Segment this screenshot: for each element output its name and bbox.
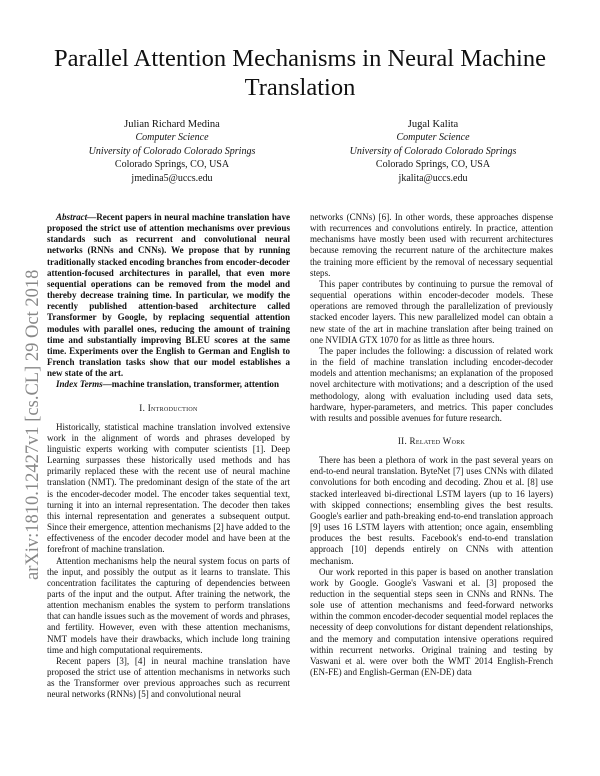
abstract-lead: Abstract — [56, 212, 88, 222]
author-email: jmedina5@uccs.edu — [131, 172, 213, 184]
author-university: University of Colorado Colorado Springs — [349, 145, 517, 157]
author-email: jkalita@uccs.edu — [398, 172, 468, 184]
author-block-2 — [303, 118, 563, 185]
section-heading-related-work: II. Related Work — [397, 435, 466, 446]
paragraph: The paper includes the following: a discussion of related work in the field of machine translation including encoder-decoder models and attention mechanisms; an explanation of the proposed novel architecture with motivations; and a description of the used methodology, along with evaluation including used data sets, hardware, hyper-parameters, and metrics. This paper concludes with results and possible avenues for future research. — [310, 345, 553, 423]
paragraph: Recent papers [3], [4] in neural machine translation have proposed the strict use of attention mechanisms in networks such as the Transformer over previous approaches such as recurrent neural networks (RNNs) [5] and convolutional neural — [47, 655, 290, 700]
author-block-1 — [42, 118, 302, 185]
author-university: University of Colorado Colorado Springs — [88, 145, 256, 157]
paragraph: networks (CNNs) [6]. In other words, these approaches dispense with recurrences and convolutions entirely. In practice, attention mechanisms have mostly been used with recurrent architectures because removing the recurrent nature of the architecture makes the training more efficient by the removal of necessary sequential steps. — [310, 212, 553, 278]
author-department: Computer Science — [396, 132, 470, 144]
index-terms-lead: Index Terms — [56, 379, 103, 390]
right-column — [310, 212, 553, 678]
author-location: Colorado Springs, CO, USA — [114, 159, 230, 171]
left-column — [47, 212, 290, 701]
arxiv-sidebar — [9, 230, 43, 580]
author-location: Colorado Springs, CO, USA — [375, 159, 491, 171]
arxiv-stamp: arXiv:1810.12427v1 [cs.CL] 29 Oct 2018 — [23, 269, 43, 580]
paragraph: Attention mechanisms help the neural system focus on parts of the input, and possibly the output as it learns to translate. This concentration facilitates the capturing of dependencies between parts of the input and the output. After training the network, the attention mechanism enables the system to perform translations that can handle issues such as the movement of words and phrases, and fertility. However, even with these attention mechanisms, NMT models have their drawbacks, which include long training time and high computational requirements. — [47, 555, 290, 655]
author-name: Jugal Kalita — [407, 119, 459, 130]
index-terms — [47, 379, 290, 390]
paragraph: There has been a plethora of work in the past several years on end-to-end neural translation. ByteNet [7] uses CNNs with dilated convolutions for both encoding and decoding. Zhou et al. [8] use stacked interleaved bi-directional LSTM layers (up to 16 layers) with skipped connections; ensembling gives the best results. Google's earlier and path-breaking end-to-end translation approach [9] uses 16 LSTM layers with attention; once again, ensembling produces the best results. Facebook's end-to-end translation approach [10] depends entirely on CNNs with attention mechanism. — [310, 455, 553, 566]
author-name: Julian Richard Medina — [124, 119, 220, 130]
abstract-text: —Recent papers in neural machine translation have proposed the strict use of attention mechanisms over previous standards such as recurrent and convolutional neural networks (RNNs and CNNs). We propose that by running traditionally stacked encoding branches from encoder-decoder attention-focused architectures in parallel, that even more sequential operations can be removed from the model and thereby decrease training time. In particular, we modify the recently published attention-based architecture called Transformer by Google, by replacing sequential attention modules with parallel ones, reducing the amount of training time and substantially improving BLEU scores at the same time. Experiments over the English to German and English to French translation tasks show that our model establishes a new state of the art. — [47, 212, 290, 379]
author-department: Computer Science — [135, 132, 209, 144]
abstract — [47, 212, 290, 379]
paragraph: This paper contributes by continuing to pursue the removal of sequential operations within encoder-decoder models. These operations are removed through the parallelization of previously stacked encoder layers. This new parallelized model can obtain a new state of the art in machine translation after being trained on one NVIDIA GTX 1070 for as little as three hours. — [310, 278, 553, 345]
section-heading-introduction: I. Introduction — [139, 402, 198, 413]
paragraph: Historically, statistical machine translation involved extensive work in the alignment of words and phrases developed by linguistic experts working with computer scientists [1]. Deep Learning surpasses these historically used methods and has primarily replaced these with the recent use of neural machine translation (NMT). The predominant design of the state of the art is the encoder-decoder model. The encoder takes sequential text, turning it into an internal representation. The decoder then takes this internal representation and generates a subsequent output. Since their emergence, attention mechanisms [2] have added to the effectiveness of the encoder decoder model and have been at the forefront of machine translation. — [47, 421, 290, 555]
index-terms-text: —machine translation, transformer, attention — [102, 379, 279, 390]
paragraph: Our work reported in this paper is based on another translation work by Google. Google's Vaswani et al. [3] proposed the reduction in the sequential steps seen in CNNs and RNNs. The sole use of attention mechanisms and feed-forward networks within the common encoder-decoder sequential model replaces the necessity of deep convolutions for distant dependent relationships, and the memory and computation intensive operations required within recurrent networks. Original training and testing by Vaswani et al. were over both the WMT 2014 English-French (EN-FE) and English-German (EN-DE) data — [310, 566, 553, 678]
paper-title: Parallel Attention Mechanisms in Neural Machine Translation — [54, 45, 546, 101]
